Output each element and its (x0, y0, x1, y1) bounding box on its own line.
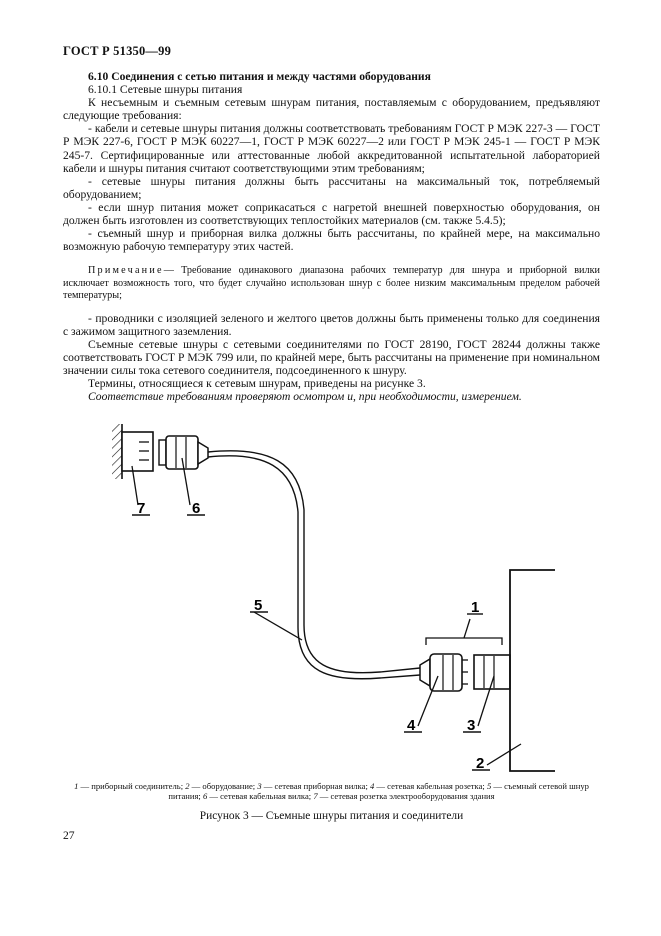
terms-paragraph: Термины, относящиеся к сетевым шнурам, приведены на рисунке 3. (88, 377, 426, 391)
legend-num: 3 (257, 781, 262, 791)
legend-num: 4 (369, 781, 375, 791)
equipment-enclosure (510, 570, 555, 771)
legend-text: — сетевая приборная вилка; (261, 781, 370, 791)
requirement-item: - кабели и сетевые шнуры питания должны соответствовать требованиям ГОСТ Р МЭК 227-3 — ГОСТ Р МЭК 227-6, ГОСТ Р МЭК 60227—1, ГОСТ Р МЭК 60227—2 или ГОСТ Р МЭК 245-1 — ГОСТ Р МЭК 245-7. Сертифицированные или аттестованные любой аккредитованной испытательной лабораторией кабели и шнуры питания считают соответствующими этим требованиям; (63, 122, 600, 175)
legend-num: 7 (313, 791, 318, 802)
callout-6: 6 (192, 500, 201, 517)
legend-text: — съемный сетевой шнур питания; (168, 781, 589, 802)
cable-socket (420, 654, 468, 691)
callout-3: 3 (467, 717, 476, 734)
section-title: Соединения с сетью питания и между частями оборудования (111, 70, 431, 83)
callout-1: 1 (471, 599, 480, 616)
legend-text: — сетевая кабельная вилка; (207, 791, 314, 802)
callout-4: 4 (407, 717, 416, 734)
legend-num: 1 (74, 781, 79, 791)
check-paragraph: Соответствие требованиям проверяют осмотром и, при необходимости, измерением. (88, 390, 522, 404)
figure-caption: Рисунок 3 — Съемные шнуры питания и соединители (199, 810, 464, 822)
legend-text: — сетевая кабельная розетка; (374, 781, 487, 791)
legend-text: — сетевая розетка электрооборудования здания (317, 791, 495, 802)
note-text: — Требование одинакового диапазона рабочих температур для шнура и приборной вилки исключает возможность того, что будет случайно использован шнур с более низким максимальным пределом рабочей температуры; (63, 265, 600, 301)
section-number: 6.10 (88, 70, 109, 83)
requirement-item: - если шнур питания может соприкасаться с нагретой внешней поверхностью оборудования, он должен быть изготовлен из соответствующих теплостойких материалов (см. также 5.4.5); (63, 200, 600, 228)
connector-brace (426, 619, 502, 645)
leader-lines (132, 458, 521, 765)
requirement-item: - съемный шнур и приборная вилка должны быть рассчитаны, по крайней мере, на максимально возможную рабочую температуру этих частей. (63, 227, 600, 254)
legend-text: — оборудование; (189, 781, 258, 791)
intro-paragraph: К несъемным и съемным сетевым шнурам питания, поставляемым с оборудованием, предъявляют следующие требования: (63, 96, 600, 123)
callout-7: 7 (137, 500, 146, 517)
legend-text: — приборный соединитель; (78, 781, 186, 791)
legend-num: 6 (202, 791, 208, 802)
legend-num: 5 (486, 781, 492, 791)
document-code-header: ГОСТ Р 51350—99 (63, 44, 172, 58)
callout-2: 2 (476, 755, 485, 772)
requirement-item: - проводники с изоляцией зеленого и желтого цветов должны быть применены только для соединения с зажимом защитного заземления. (63, 311, 600, 339)
page-number: 27 (63, 829, 75, 842)
note-label: Примечание (88, 265, 164, 277)
legend-num: 2 (185, 781, 190, 791)
callout-5: 5 (254, 597, 263, 614)
figure-legend (63, 781, 600, 801)
requirement-item: - сетевые шнуры питания должны быть рассчитаны на максимальный ток, потребляемый оборудованием; (63, 174, 600, 201)
callout-underlines (132, 515, 490, 770)
connectors-paragraph: Съемные сетевые шнуры с сетевыми соединителями по ГОСТ 28190, ГОСТ 28244 должны также соответствовать ГОСТ Р МЭК 799 или, по крайней мере, быть рассчитаны на применение при номинальном значении силы тока сетевого соединителя, подсоединенного к шнуру. (63, 338, 600, 378)
power-cord (208, 451, 420, 679)
subsection-heading: 6.10.1 Сетевые шнуры питания (88, 83, 243, 97)
